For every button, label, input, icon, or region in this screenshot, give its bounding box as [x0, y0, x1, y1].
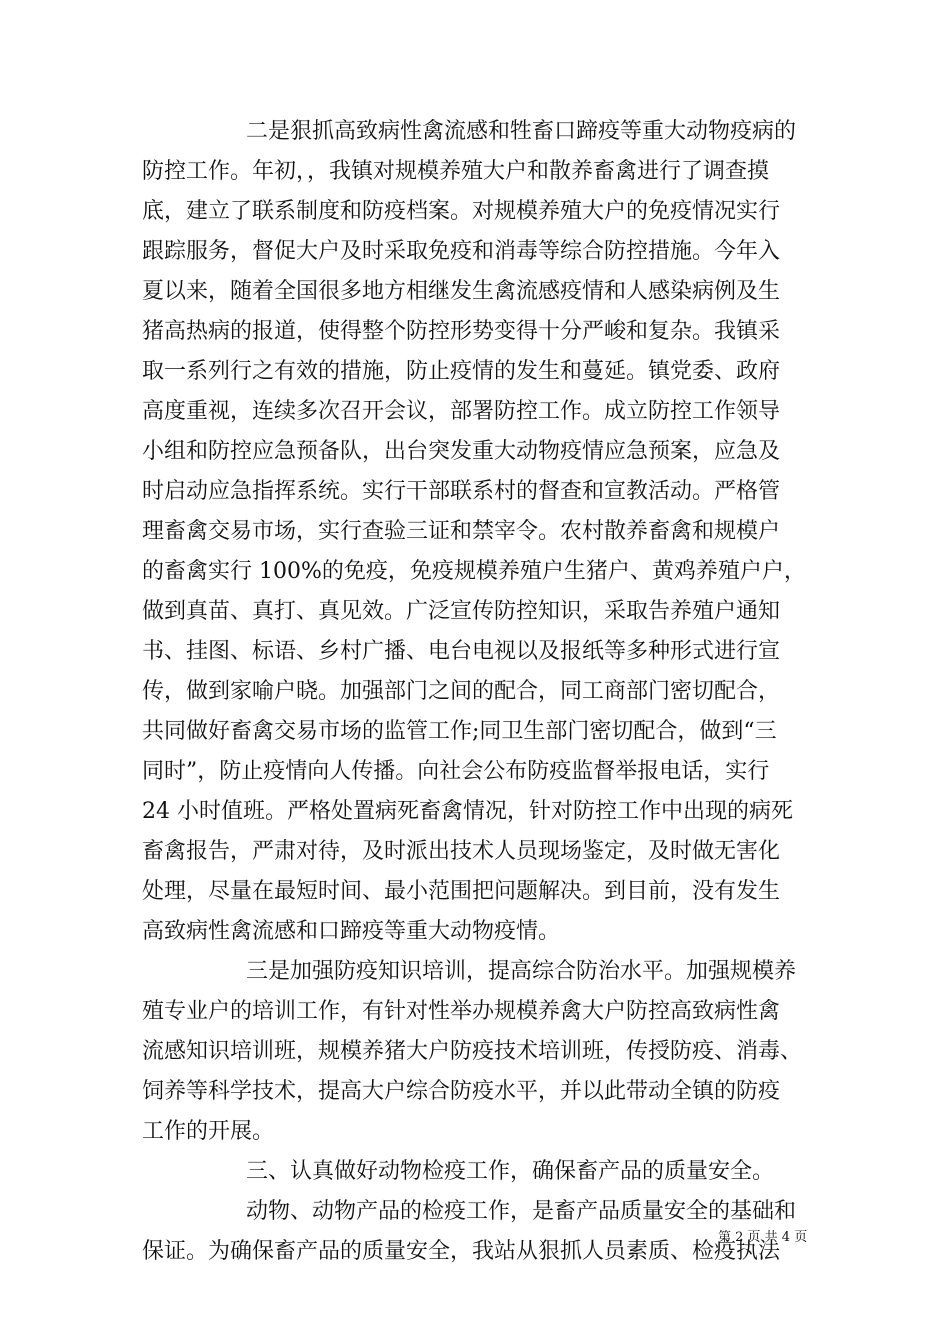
text-line: 底，建立了联系制度和防疫档案。对规模养殖大户的免疫情况实行 [142, 199, 781, 224]
text-line: 小组和防控应急预备队，出台突发重大动物疫情应急预案，应急及 [142, 439, 781, 464]
page-footer: 第 2 页 共 4 页 [718, 1230, 808, 1245]
text-line: 取一系列行之有效的措施，防止疫情的发生和蔓延。镇党委、政府 [142, 359, 781, 384]
text-line: 夏以来，随着全国很多地方相继发生禽流感疫情和人感染病例及生 [142, 279, 781, 304]
text-line: 共同做好畜禽交易市场的监管工作;同卫生部门密切配合，做到“三 [142, 719, 777, 744]
text-line: 理畜禽交易市场，实行查验三证和禁宰令。农村散养畜禽和规模户 [142, 519, 781, 544]
text-line: 传，做到家喻户晓。加强部门之间的配合，同工商部门密切配合， [142, 679, 781, 704]
text-line: 时启动应急指挥系统。实行干部联系村的督查和宣教活动。严格管 [142, 479, 781, 504]
text-line: 流感知识培训班，规模养猪大户防疫技术培训班，传授防疫、消毒、 [142, 1039, 803, 1064]
text-line: 跟踪服务，督促大户及时采取免疫和消毒等综合防控措施。今年入 [142, 239, 781, 264]
text-line: 高致病性禽流感和口蹄疫等重大动物疫情。 [142, 919, 561, 944]
text-line: 保证。为确保畜产品的质量安全，我站从狠抓人员素质、检疫执法 [142, 1239, 781, 1264]
text-line: 二是狠抓高致病性禽流感和牲畜口蹄疫等重大动物疫病的 [246, 119, 797, 144]
text-line: 殖专业户的培训工作，有针对性举办规模养禽大户防控高致病性禽 [142, 999, 781, 1024]
text-line: 的畜禽实行 100%的免疫，免疫规模养殖户生猪户、黄鸡养殖户户， [142, 559, 806, 584]
text-line: 同时”，防止疫情向人传播。向社会公布防疫监督举报电话，实行 [142, 759, 770, 784]
text-line: 猪高热病的报道，使得整个防控形势变得十分严峻和复杂。我镇采 [142, 319, 781, 344]
text-line: 高度重视，连续多次召开会议，部署防控工作。成立防控工作领导 [142, 399, 781, 424]
text-line: 书、挂图、标语、乡村广播、电台电视以及报纸等多种形式进行宣 [142, 639, 781, 664]
text-line: 畜禽报告，严肃对待，及时派出技术人员现场鉴定，及时做无害化 [142, 839, 781, 864]
text-line: 工作的开展。 [142, 1119, 275, 1144]
section-heading: 三、认真做好动物检疫工作，确保畜产品的质量安全。 [246, 1159, 775, 1184]
text-line: 做到真苗、真打、真见效。广泛宣传防控知识，采取告养殖户通知 [142, 599, 781, 624]
text-line: 处理，尽量在最短时间、最小范围把问题解决。到目前，没有发生 [142, 879, 781, 904]
text-line: 防控工作。年初，，我镇对规模养殖大户和散养畜禽进行了调查摸 [142, 159, 770, 184]
text-line: 动物、动物产品的检疫工作，是畜产品质量安全的基础和 [246, 1199, 797, 1224]
text-line: 24 小时值班。严格处置病死畜禽情况，针对防控工作中出现的病死 [142, 799, 793, 824]
text-line: 三是加强防疫知识培训，提高综合防治水平。加强规模养 [246, 959, 797, 984]
text-line: 饲养等科学技术，提高大户综合防疫水平，并以此带动全镇的防疫 [142, 1079, 781, 1104]
